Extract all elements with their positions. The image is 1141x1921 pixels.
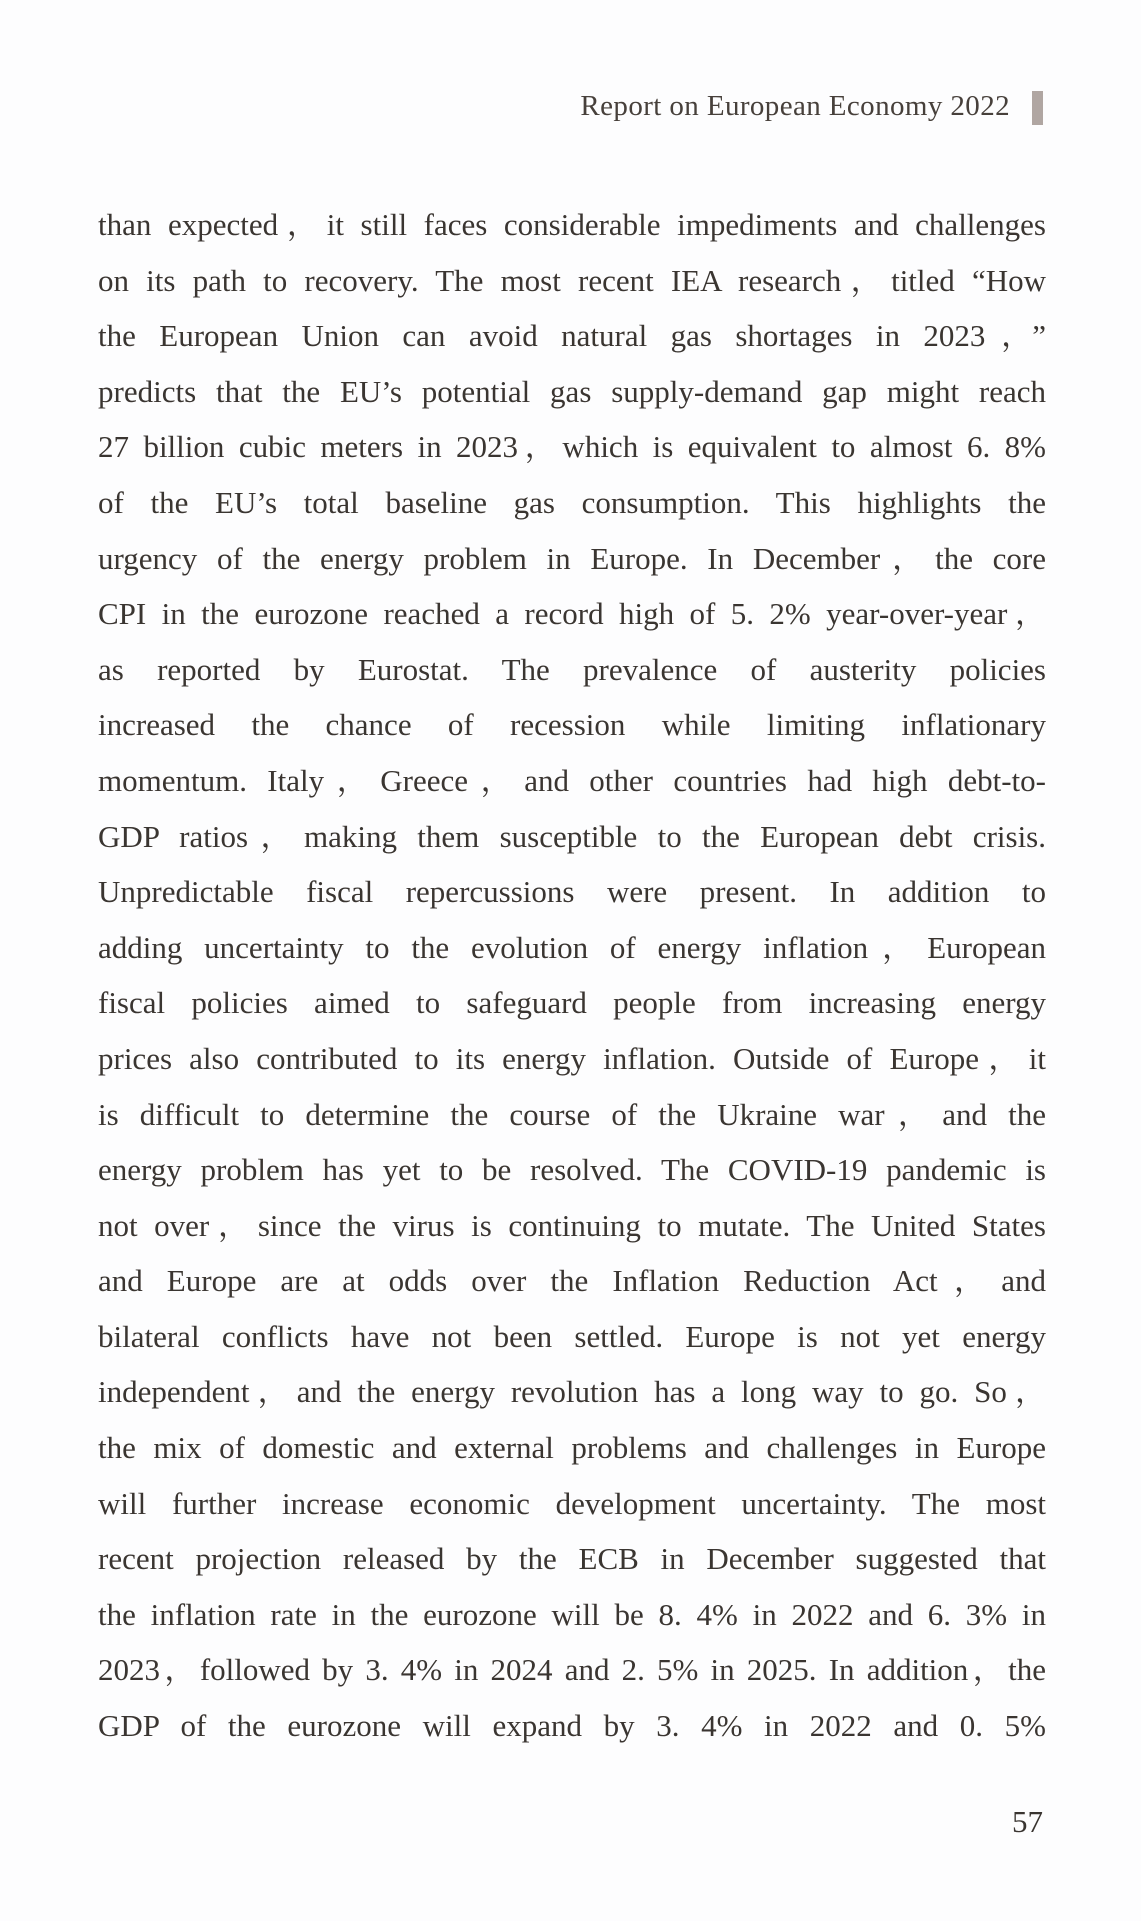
text-line: Unpredictable fiscal repercussions were present. In addition to (98, 874, 1046, 910)
text-line: fiscal policies aimed to safeguard people from increasing energy (98, 985, 1046, 1021)
text-line: 27 billion cubic meters in 2023，which is equivalent to almost 6. 8% (98, 429, 1046, 465)
header-accent-bar (1032, 91, 1043, 125)
text-line: is difficult to determine the course of the Ukraine war，and the (98, 1096, 1046, 1132)
text-line: GDP ratios，making them susceptible to the European debt crisis. (98, 818, 1046, 854)
text-line: than expected，it still faces considerable impediments and challenges (98, 207, 1046, 242)
text-line: on its path to recovery. The most recent IEA research，titled “How (98, 262, 1046, 298)
text-line: independent，and the energy revolution has a long way to go. So， (98, 1374, 1046, 1410)
text-line: the European Union can avoid natural gas shortages in 2023，” (98, 318, 1046, 354)
text-line: adding uncertainty to the evolution of energy inflation，European (98, 929, 1046, 965)
text-line: of the EU’s total baseline gas consumption. This highlights the (98, 484, 1046, 520)
text-line: 2023，followed by 3. 4% in 2024 and 2. 5% in 2025. In addition，the (98, 1652, 1046, 1688)
running-head-title: Report on European Economy 2022 (580, 89, 1010, 122)
text-line: as reported by Eurostat. The prevalence of austerity policies (98, 651, 1046, 687)
text-line: will further increase economic development uncertainty. The most (98, 1485, 1046, 1521)
page-number: 57 (1012, 1804, 1043, 1839)
text-line: prices also contributed to its energy inflation. Outside of Europe，it (98, 1040, 1046, 1076)
text-line: recent projection released by the ECB in December suggested that (98, 1541, 1046, 1577)
text-line: not over，since the virus is continuing to mutate. The United States (98, 1207, 1046, 1243)
text-line: and Europe are at odds over the Inflation Reduction Act，and (98, 1263, 1046, 1299)
running-head (580, 91, 1043, 125)
text-line: the mix of domestic and external problems and challenges in Europe (98, 1430, 1046, 1466)
text-line: energy problem has yet to be resolved. The COVID-19 pandemic is (98, 1152, 1046, 1188)
text-line: the inflation rate in the eurozone will be 8. 4% in 2022 and 6. 3% in (98, 1596, 1046, 1632)
text-line: increased the chance of recession while limiting inflationary (98, 707, 1046, 743)
text-line: predicts that the EU’s potential gas supply-demand gap might reach (98, 373, 1046, 409)
text-line: urgency of the energy problem in Europe. In December，the core (98, 540, 1046, 576)
text-line: bilateral conflicts have not been settled. Europe is not yet energy (98, 1318, 1046, 1354)
body-text (98, 197, 1046, 1754)
text-line: GDP of the eurozone will expand by 3. 4% in 2022 and 0. 5% (98, 1708, 1046, 1744)
text-line: momentum. Italy，Greece，and other countries had high debt-to- (98, 762, 1046, 798)
text-line: CPI in the eurozone reached a record high of 5. 2% year-over-year， (98, 596, 1046, 632)
